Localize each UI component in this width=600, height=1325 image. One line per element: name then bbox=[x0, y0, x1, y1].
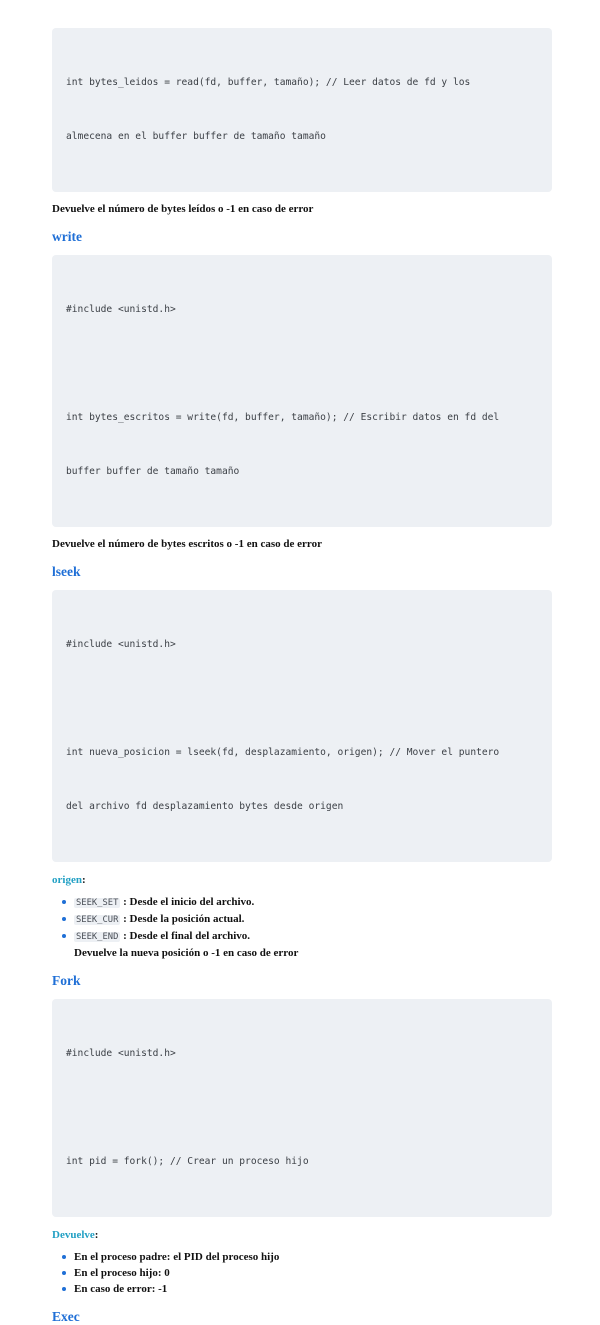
write-include-line: #include <unistd.h> bbox=[66, 304, 176, 315]
origin-label: origen bbox=[52, 874, 82, 886]
list-item: En el proceso hijo: 0 bbox=[64, 1265, 552, 1281]
write-code-block bbox=[52, 255, 552, 527]
lseek-code-block bbox=[52, 590, 552, 862]
list-item-text: : Desde el inicio del archivo. bbox=[123, 896, 255, 908]
list-item bbox=[64, 928, 552, 945]
code-blank-line bbox=[66, 690, 538, 708]
fork-returns-list bbox=[52, 1249, 552, 1297]
lseek-code-line-2: del archivo fd desplazamiento bytes desde origen bbox=[66, 801, 344, 812]
list-item bbox=[64, 894, 552, 911]
list-item-text: : Desde el final del archivo. bbox=[123, 930, 251, 942]
read-returns-text: Devuelve el número de bytes leídos o -1 en caso de error bbox=[52, 203, 314, 215]
fork-returns-colon: : bbox=[94, 1229, 99, 1241]
fork-heading: Fork bbox=[52, 973, 81, 988]
fork-include-line: #include <unistd.h> bbox=[66, 1048, 176, 1059]
fork-code-line-1: int pid = fork(); // Crear un proceso hijo bbox=[66, 1156, 309, 1167]
list-item: En el proceso padre: el PID del proceso hijo bbox=[64, 1249, 552, 1265]
seek-cur-code: SEEK_CUR bbox=[76, 915, 119, 925]
origin-subheading bbox=[52, 874, 552, 886]
write-heading: write bbox=[52, 229, 82, 244]
seek-end-code: SEEK_END bbox=[76, 932, 119, 942]
list-item: En caso de error: -1 bbox=[64, 1281, 552, 1297]
code-blank-line bbox=[66, 355, 538, 373]
seek-set-code: SEEK_SET bbox=[76, 898, 119, 908]
write-code-line-2: buffer buffer de tamaño tamaño bbox=[66, 466, 240, 477]
lseek-include-line: #include <unistd.h> bbox=[66, 639, 176, 650]
lseek-heading: lseek bbox=[52, 564, 81, 579]
list-item-text: : Desde la posición actual. bbox=[123, 913, 245, 925]
read-code-block bbox=[52, 28, 552, 192]
write-returns-text: Devuelve el número de bytes escritos o -1 en caso de error bbox=[52, 538, 322, 550]
list-item bbox=[64, 911, 552, 928]
code-blank-line bbox=[66, 1099, 538, 1117]
origin-colon: : bbox=[81, 874, 86, 886]
origin-list bbox=[52, 894, 552, 945]
read-code-line-1: int bytes_leidos = read(fd, buffer, tamaño); // Leer datos de fd y los bbox=[66, 77, 471, 88]
exec-heading: Exec bbox=[52, 1309, 80, 1324]
read-code-line-2: almecena en el buffer buffer de tamaño tamaño bbox=[66, 131, 326, 142]
lseek-code-line-1: int nueva_posicion = lseek(fd, desplazamiento, origen); // Mover el puntero bbox=[66, 747, 500, 758]
fork-returns-subheading bbox=[52, 1229, 552, 1241]
write-code-line-1: int bytes_escritos = write(fd, buffer, tamaño); // Escribir datos en fd del bbox=[66, 412, 500, 423]
fork-code-block bbox=[52, 999, 552, 1217]
lseek-returns-text: Devuelve la nueva posición o -1 en caso de error bbox=[74, 947, 299, 959]
fork-returns-label: Devuelve bbox=[52, 1229, 95, 1241]
